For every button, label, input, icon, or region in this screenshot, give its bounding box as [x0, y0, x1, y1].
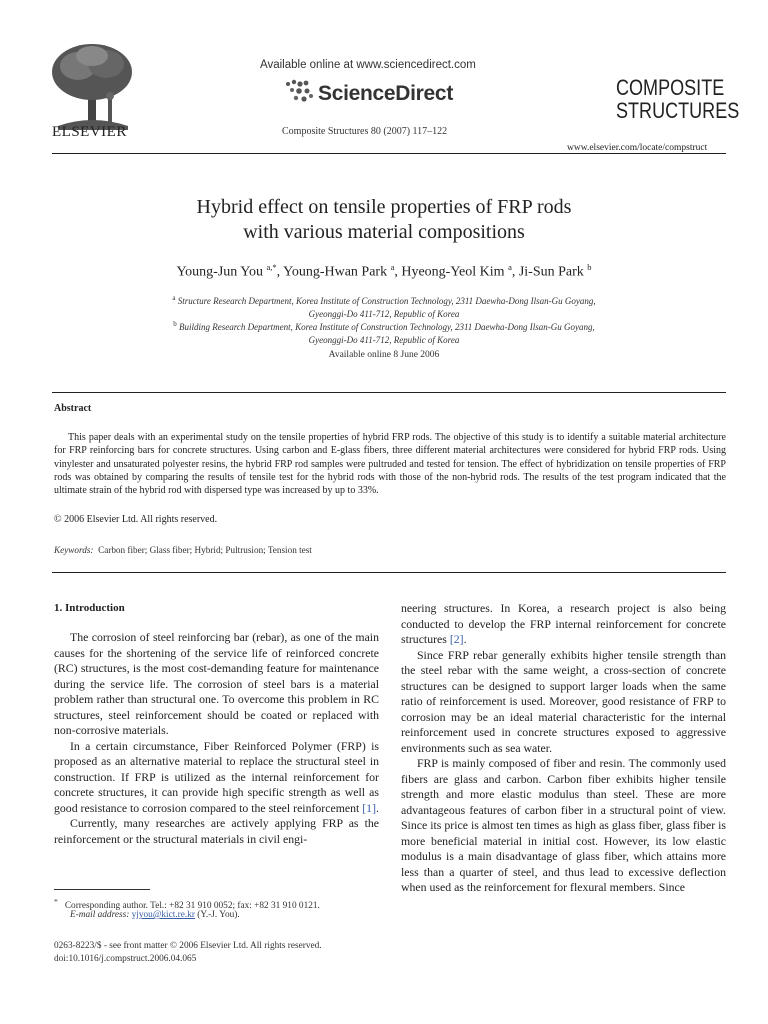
keywords-list: Carbon fiber; Glass fiber; Hybrid; Pultrusion; Tension test — [98, 545, 312, 555]
article-title-line2: with various material compositions — [243, 221, 525, 243]
paragraph: In a certain circumstance, Fiber Reinforced Polymer (FRP) is proposed as an alternative material to replace the structural steel in construction. If FRP is utilized as the internal reinforcement for concrete structures, it can provide high specific strength as well as good resistance to corrosion compared to the steel reinforcement [1]. — [54, 738, 379, 815]
journal-title-line2: STRUCTURES — [616, 98, 740, 123]
author-name: Young-Hwan Park — [283, 264, 388, 280]
abstract-copyright: © 2006 Elsevier Ltd. All rights reserved. — [54, 514, 218, 525]
keywords-label: Keywords: — [54, 545, 94, 555]
citation-link[interactable]: [1] — [362, 800, 377, 815]
journal-title — [616, 76, 739, 122]
affiliation-mark: b — [173, 320, 177, 328]
corresponding-author-footnote — [54, 897, 320, 911]
author-affiliation-mark[interactable]: b — [587, 262, 592, 272]
paragraph: Since FRP rebar generally exhibits higher tensile strength than the steel rebar with the same weight, a cross-section of concrete structures can be designed to support larger loads when the same ratio of reinforcement is used. Moreover, good resistance of FRP to corrosion may be an ideal material characteristic for the internal reinforcement used in concrete structures exposed to aggressive environments such as sea water. — [401, 647, 726, 755]
author-list: Young-Jun You $^{a,*}$, Young-Hwan Park $^a$, Hyeong-Yeol Kim $^a$, Ji-Sun Park $^b$ — [176, 262, 592, 280]
abstract-top-rule — [52, 392, 726, 393]
publisher-name: ELSEVIER — [52, 124, 127, 140]
affiliation-mark: a — [172, 294, 176, 302]
journal-title-line1: COMPOSITE — [616, 75, 725, 100]
paragraph: FRP is mainly composed of fiber and resin. The commonly used fibers are glass and carbon. Carbon fiber exhibits higher tensile strength and more elastic modulus than steel. These are more advantageous features of carbon fiber in a structural point of view. Since its price is almost ten times as high as glass fiber, glass fiber is more beneficial material in initial cost. However, its low elastic modulus is a main disadvantage of glass fiber, which attains more less than a quarter of steel, and thus lead to excessive deflection when used as the reinforcement for flexural members. Since — [401, 756, 726, 894]
paragraph: The corrosion of steel reinforcing bar (rebar), as one of the main causes for the shortening of the service life of reinforced concrete (RC) structures, is the most cost-demanding feature for maintenance during the service life. The corrosion of steel bars is a material problem rather than structural one. To overcome this problem in RC structures, steel reinforcement should be coated or replaced with non-corrosive materials. — [54, 630, 379, 737]
available-online-text: Available online at www.sciencedirect.com — [260, 59, 476, 71]
corresponding-text: Corresponding author. Tel.: +82 31 910 0052; fax: +82 31 910 0121. — [64, 901, 320, 912]
affiliation-b — [0, 318, 768, 346]
abstract-heading: Abstract — [54, 403, 92, 414]
sciencedirect-wordmark: ScienceDirect — [318, 82, 454, 105]
available-online-date: Available online 8 June 2006 — [328, 350, 440, 360]
author-name: Hyeong-Yeol Kim — [401, 264, 505, 280]
keywords — [54, 545, 312, 555]
journal-url[interactable]: www.elsevier.com/locate/compstruct — [567, 143, 708, 153]
paragraph: neering structures. In Korea, a research project is also being conducted to develop the FRP internal reinforcement for concrete structures [2]. — [401, 601, 726, 646]
journal-citation: Composite Structures 80 (2007) 117–122 — [282, 126, 448, 137]
article-title — [0, 195, 768, 245]
author-name: Ji-Sun Park — [518, 264, 584, 280]
left-column — [54, 630, 379, 847]
author-affiliation-mark[interactable]: a — [508, 262, 512, 272]
sciencedirect-dots-icon — [282, 78, 316, 104]
header-rule — [52, 153, 726, 154]
email-suffix: (Y.-J. You). — [197, 910, 240, 920]
abstract-text: This paper deals with an experimental study on the tensile properties of hybrid FRP rods. The objective of this study is to identify a suitable material architecture for FRP reinforcing bars for concrete structures. Using carbon and E-glass fibers, three different material architectures were considered for hybrid FRP rods. Using vinylester and unsaturated polyester resins, the hybrid FRP rod samples were pultruded and tested for tension. The effect of hybridization on tensile properties of FRP rods was obtained by comparing the results of tensile test for the hybrid rods with those of the non-hybrid rods. The results of the test program indicated that the ultimate strain of the hybrid rod with dispersed type was increased by up to 33%. — [54, 432, 726, 497]
affiliation-line: Gyeonggi-Do 411-712, Republic of Korea — [308, 334, 460, 345]
affiliation-line: Structure Research Department, Korea Institute of Construction Technology, 2311 Daewha-Dong Ilsan-Gu Goyang, — [177, 296, 596, 306]
email-footnote — [70, 910, 240, 920]
issn-line: 0263-8223/$ - see front matter © 2006 Elsevier Ltd. All rights reserved. — [54, 941, 322, 951]
elsevier-tree-logo — [48, 38, 138, 138]
affiliation-a — [0, 292, 768, 320]
author-affiliation-mark[interactable]: a — [390, 262, 395, 272]
abstract-bottom-rule — [52, 572, 726, 573]
paragraph: Currently, many researches are actively applying FRP as the reinforcement or the structural materials in civil engi- — [54, 816, 379, 846]
author-affiliation-mark[interactable]: a,* — [266, 262, 277, 272]
email-link[interactable]: yjyou@kict.re.kr — [131, 910, 195, 920]
doi-line: doi:10.1016/j.compstruct.2006.04.065 — [54, 954, 197, 964]
article-title-line1: Hybrid effect on tensile properties of FRP rods — [196, 196, 572, 218]
footnote-mark: * — [54, 897, 58, 906]
footnote-rule — [54, 889, 150, 890]
affiliation-line: Gyeonggi-Do 411-712, Republic of Korea — [308, 308, 460, 319]
email-label: E-mail address: — [70, 910, 130, 920]
right-column — [401, 601, 726, 896]
affiliation-line: Building Research Department, Korea Institute of Construction Technology, 2311 Daewha-Dong Ilsan-Gu Goyang, — [178, 322, 595, 332]
section-heading: 1. Introduction — [54, 602, 125, 614]
citation-link[interactable]: [2] — [449, 632, 464, 646]
author-name: Young-Jun You — [176, 264, 263, 280]
